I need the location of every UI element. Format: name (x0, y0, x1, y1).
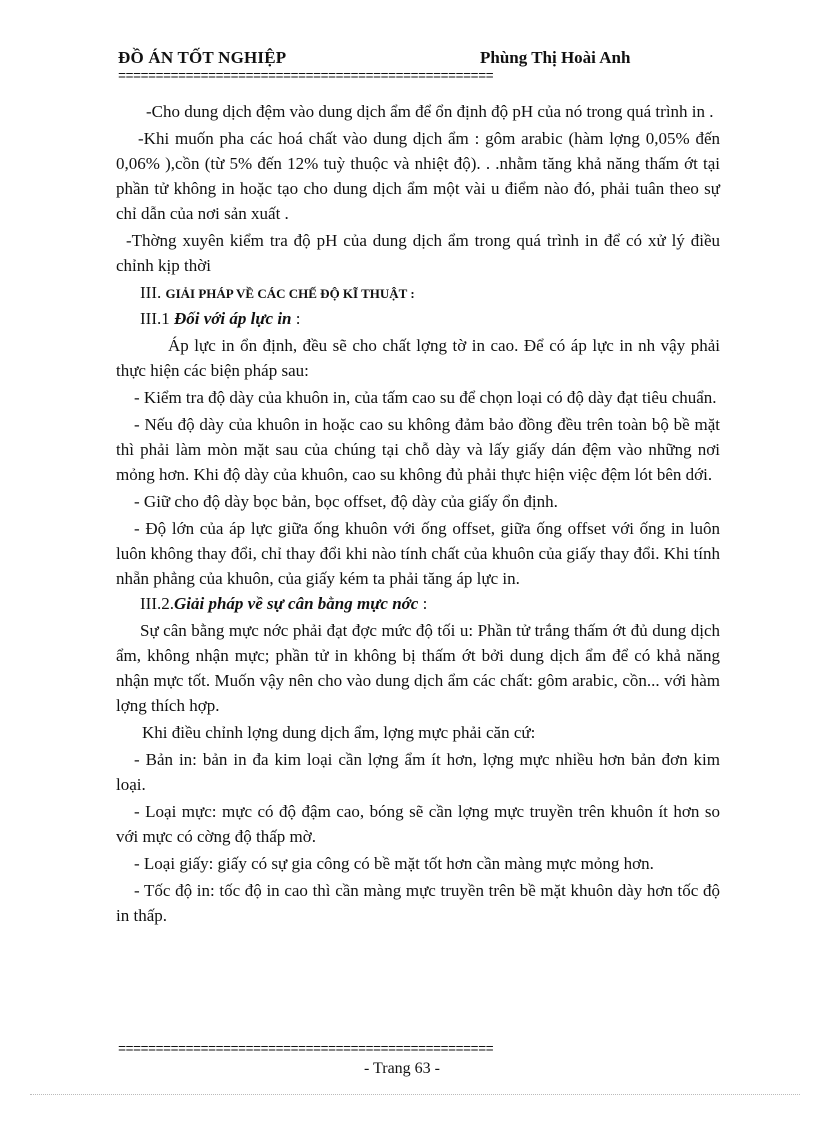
page-number: - Trang 63 - (363, 1060, 440, 1077)
paragraph: - Độ lớn của áp lực giữa ống khuôn với ống offset, giữa ống offset với ống in luôn luôn không thay đổi, chỉ thay đổi khi nào tính chất của khuôn của giấy thay đổi. Khi tính nhẵn phẳng của khuôn, của giấy kém ta phải tăng áp lực in. (116, 519, 720, 588)
paragraph: Sự cân bằng mực nớc phải đạt đợc mức độ tối u: Phần tử trắng thấm ớt đủ dung dịch ẩm, không nhận mực; phần tử in không bị thấm ớt bởi dung dịch ẩm để có khả năng nhận mực tốt. Muốn vậy nên cho vào dung dịch ẩm các chất: gôm arabic, cồn... với hàm lợng thích hợp. (116, 621, 720, 715)
page-footer (0, 1060, 816, 1078)
subsection-number: III.2. (140, 594, 174, 613)
page-break-divider (30, 1094, 800, 1095)
document-title: ĐỒ ÁN TỐT NGHIỆP (118, 48, 287, 67)
subsection-title: Giải pháp về sự cân bằng mực nớc (173, 594, 419, 613)
footer-rule: ================================================== (118, 1043, 494, 1058)
paragraph: -Thờng xuyên kiểm tra độ pH của dung dịch ẩm trong quá trình in để có xử lý điều chỉnh kịp thời (116, 231, 720, 275)
subsection-heading (116, 591, 720, 616)
subsection-title: Đối với áp lực in (173, 309, 292, 328)
paragraph: - Kiểm tra độ dày của khuôn in, của tấm cao su để chọn loại có độ dày đạt tiêu chuẩn. (134, 388, 717, 407)
paragraph: - Bản in: bản in đa kim loại cần lợng ẩm ít hơn, lợng mực nhiều hơn bản đơn kim loại. (116, 750, 720, 794)
paragraph: Áp lực in ổn định, đều sẽ cho chất lợng tờ in cao. Để có áp lực in nh vậy phải thực hiện các biện pháp sau: (116, 336, 720, 380)
paragraph: -Cho dung dịch đệm vào dung dịch ẩm để ổn định độ pH của nó trong quá trình in . (146, 102, 714, 121)
section-heading (116, 280, 720, 306)
paragraph: - Loại mực: mực có độ đậm cao, bóng sẽ cần lợng mực truyền trên khuôn ít hơn so với mực có cờng độ thấp mờ. (116, 802, 720, 846)
header-rule: ================================================== (118, 70, 494, 85)
author-name: Phùng Thị Hoài Anh (480, 48, 631, 67)
document-body (116, 99, 720, 928)
section-number: III. (140, 283, 162, 302)
subsection-number: III.1 (140, 309, 170, 328)
paragraph: Khi điều chỉnh lợng dung dịch ẩm, lợng mực phải căn cứ: (142, 723, 536, 742)
subsection-heading (116, 306, 720, 331)
subsection-colon: : (291, 309, 301, 328)
paragraph: - Tốc độ in: tốc độ in cao thì cần màng mực truyền trên bề mặt khuôn dày hơn tốc độ in thấp. (116, 881, 720, 925)
paragraph: - Nếu độ dày của khuôn in hoặc cao su không đảm bảo đồng đều trên toàn bộ bề mặt thì phải làm mòn mặt sau của chúng tại chỗ dày và lấy giấy dán đệm vào những nơi mỏng hơn. Khi độ dày của khuôn, cao su không đủ phải thực hiện việc đệm lót bên dới. (116, 415, 720, 484)
section-title: GIẢI PHÁP VỀ CÁC CHẾ ĐỘ KĨ THUẬT : (165, 286, 415, 301)
subsection-colon: : (418, 594, 428, 613)
paragraph: - Loại giấy: giấy có sự gia công có bề mặt tốt hơn cần màng mực mỏng hơn. (134, 854, 654, 873)
paragraph: -Khi muốn pha các hoá chất vào dung dịch ẩm : gôm arabic (hàm lợng 0,05% đến 0,06% ),cồn (từ 5% đến 12% tuỳ thuộc và nhiệt độ). . .nhằm tăng khả năng thấm ớt tại phần tử không in hoặc tạo cho dung dịch ẩm một vài u điểm nào đó, phải tuân theo sự chỉ dẫn của nơi sản xuất . (116, 129, 720, 223)
paragraph: - Giữ cho độ dày bọc bản, bọc offset, độ dày của giấy ổn định. (134, 492, 558, 511)
